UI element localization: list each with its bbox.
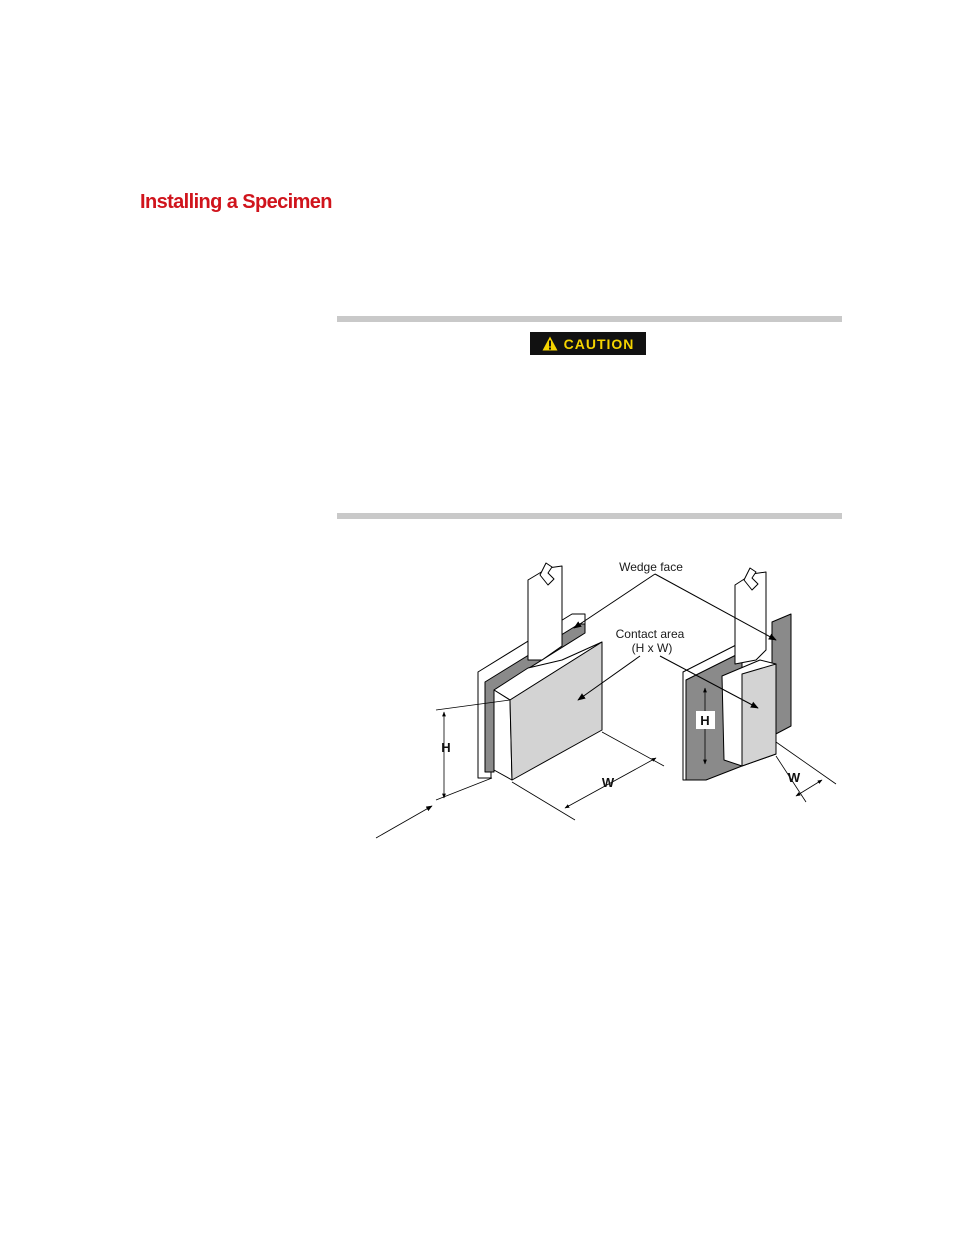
height-dimension-left: H [441,740,451,755]
width-dimension-right: W [787,770,801,785]
left-wedge-assembly [478,563,602,780]
warning-triangle-icon [542,336,558,351]
height-dimension-right: H [700,713,710,728]
caution-bottom-rule [337,513,842,519]
specimen-wedge-diagram [360,545,850,845]
right-wedge-assembly [683,568,791,780]
width-dimension-left: W [601,775,615,790]
caution-label: CAUTION [563,335,635,352]
contact-area-label: Contact area [615,627,685,641]
wedge-face-label: Wedge face [619,560,683,574]
caution-top-rule [337,316,842,322]
contact-area-formula-label: (H x W) [631,641,673,655]
caution-badge [530,332,646,355]
section-title: Installing a Specimen [140,191,332,213]
